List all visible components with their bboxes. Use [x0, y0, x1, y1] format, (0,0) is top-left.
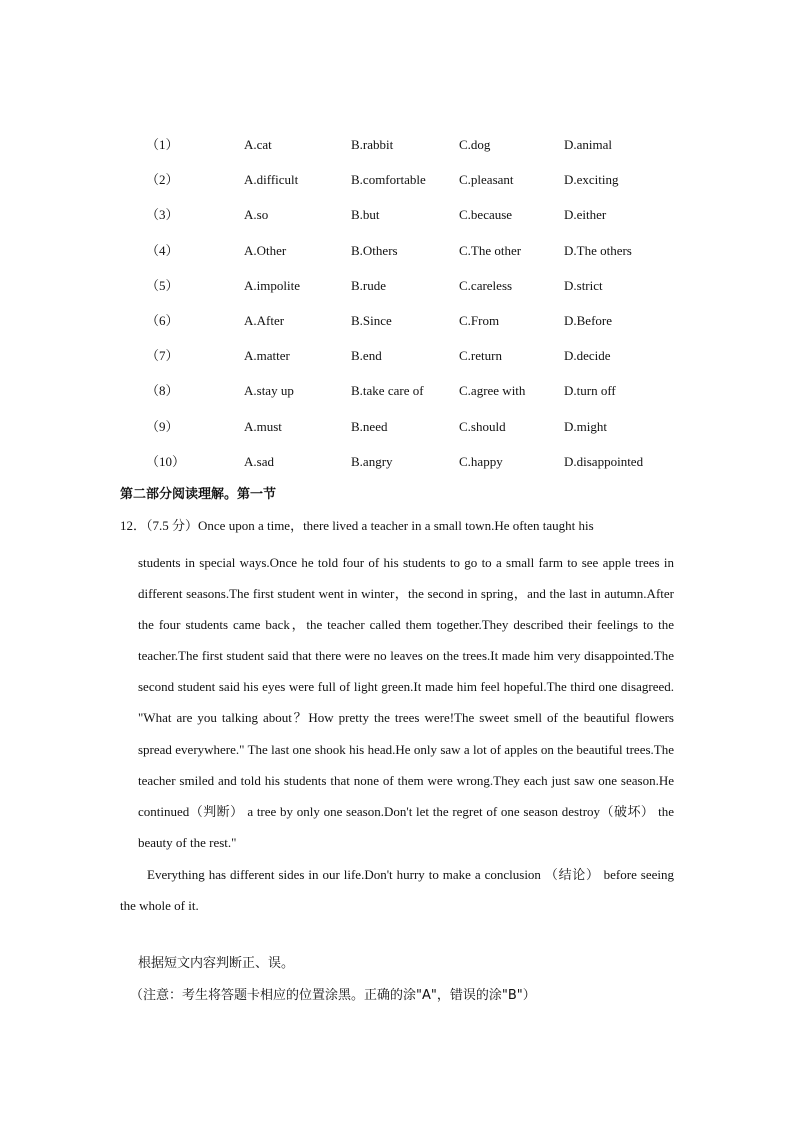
- option-c: C.From: [459, 313, 500, 328]
- option-a: A.difficult: [244, 172, 299, 188]
- option-c: C.return: [459, 348, 502, 364]
- option-b: B.Others: [351, 242, 398, 258]
- option-c: C.agree with: [459, 383, 526, 399]
- question-first-text: Once upon a time，there lived a teacher in a small town.He often taught his: [198, 518, 594, 533]
- option-row: [0, 452, 794, 472]
- option-d: D.might: [564, 418, 607, 434]
- option-b: B.comfortable: [351, 172, 426, 188]
- option-b: B.take care of: [351, 383, 424, 399]
- option-c: C.pleasant: [459, 172, 514, 188]
- option-number: （2）: [146, 172, 179, 188]
- option-a: A.so: [244, 207, 269, 223]
- option-c: C.The other: [459, 242, 522, 258]
- option-number: （4）: [146, 242, 179, 258]
- option-c: C.should: [459, 418, 506, 434]
- option-d: D.decide: [564, 348, 611, 364]
- option-a: A.sad: [244, 453, 274, 469]
- option-a: A.must: [244, 418, 282, 434]
- option-b: B.end: [351, 348, 382, 364]
- option-d: D.strict: [564, 277, 603, 293]
- option-d: D.disappointed: [564, 453, 644, 469]
- option-b: B.Since: [351, 313, 392, 328]
- option-row: [0, 205, 794, 225]
- option-number: （3）: [146, 207, 179, 223]
- option-a: A.After: [244, 313, 285, 328]
- option-b: B.angry: [351, 453, 393, 469]
- option-row: [0, 417, 794, 437]
- option-d: D.either: [564, 207, 607, 223]
- option-a: A.matter: [244, 348, 290, 364]
- instruction-line-2: （注意：考生将答题卡相应的位置涂黑。正确的涂"A"，错误的涂"B"）: [130, 988, 536, 1003]
- option-number: （6）: [146, 313, 179, 328]
- passage-body: students in special ways.Once he told four of his students to go to a small farm to see apple trees in different seasons.The first student went in winter，the second in spring，and the last in autumn.After the four students came back，the teacher called them together.They described their feelings to the teacher.The first student said that there were no leaves on the trees.It made him very disappointed.The second student said his eyes were full of light green.It made him feel hopeful.The third one disagreed. "What are you talking about？How pretty the trees were!The sweet smell of the beautiful flowers spread everywhere." The last one shook his head.He only saw a lot of apples on the beautiful trees.The teacher smiled and told his students that none of them were wrong.They each just saw one season.He continued（判断） a tree by only one season.Don't let the regret of one season destroy（破坏） the beauty of the rest.": [138, 555, 674, 850]
- option-d: D.Before: [564, 313, 613, 328]
- option-d: D.animal: [564, 137, 613, 152]
- option-number: （8）: [146, 383, 179, 399]
- option-c: C.careless: [459, 277, 513, 293]
- option-a: A.stay up: [244, 383, 294, 399]
- option-b: B.rude: [351, 277, 387, 293]
- option-c: C.dog: [459, 137, 491, 152]
- option-b: B.need: [351, 418, 388, 434]
- option-row: [0, 381, 794, 401]
- option-c: C.happy: [459, 453, 503, 469]
- option-b: B.rabbit: [351, 137, 394, 152]
- option-row: [0, 311, 794, 331]
- question-number: 12．（7.5 分）: [120, 518, 199, 533]
- option-c: C.because: [459, 207, 513, 223]
- section-title: 第二部分阅读理解。第一节: [120, 487, 277, 502]
- instruction-line-1: 根据短文内容判断正、误。: [138, 956, 295, 971]
- option-b: B.but: [351, 207, 380, 223]
- option-number: （5）: [146, 277, 179, 293]
- option-row: [0, 241, 794, 261]
- option-number: （9）: [146, 418, 179, 434]
- option-row: [0, 135, 794, 155]
- option-row: [0, 170, 794, 190]
- question-first-line: [120, 516, 674, 536]
- option-row: [0, 276, 794, 296]
- passage-closing: Everything has different sides in our life.Don't hurry to make a conclusion （结论） before seeing the whole of it.: [120, 867, 674, 913]
- option-number: （7）: [146, 348, 179, 364]
- option-a: A.Other: [244, 242, 287, 258]
- option-d: D.exciting: [564, 172, 619, 188]
- option-d: D.turn off: [564, 383, 616, 399]
- option-number: （10）: [146, 453, 186, 469]
- option-a: A.impolite: [244, 277, 300, 293]
- option-d: D.The others: [564, 242, 632, 258]
- option-number: （1）: [146, 137, 179, 152]
- option-row: [0, 346, 794, 366]
- option-a: A.cat: [244, 137, 272, 152]
